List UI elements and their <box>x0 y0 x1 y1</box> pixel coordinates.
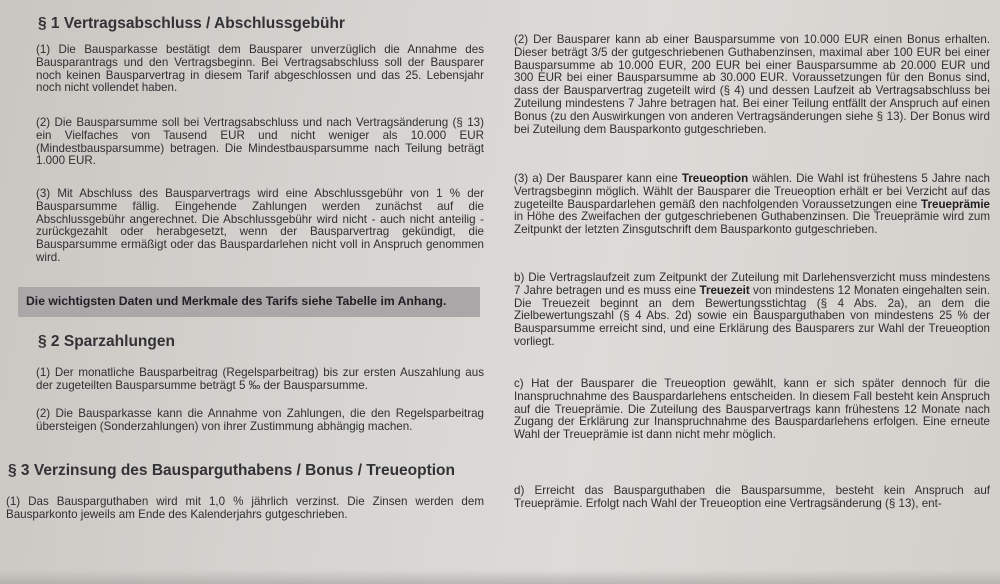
p3a-text-3: in Höhe des Zweifachen der gutgeschriebenen Guthabenzinsen. Die Treueprämie wird zum Zeitpunkt der letzten Zinsgutschrift dem Bausparkonto gutgeschrieben. <box>514 210 990 237</box>
p3a-text-2: wählen. Die Wahl ist frühestens 5 Jahre nach Vertragsbeginn möglich. Wählt der Bausparer die Treueoption erhält er bei Verzicht auf das zugeteilte Bauspardarlehen gemäß den nachfolgenden Voraussetzungen eine <box>514 172 990 211</box>
section-3-paragraph-3b <box>514 272 990 349</box>
treueoption-term: Treueoption <box>681 172 749 185</box>
section-2-paragraph-2: (2) Die Bausparkasse kann die Annahme von Zahlungen, die den Regelsparbeitrag übersteigen (Sonderzahlungen) von ihrer Zustimmung abhängig machen. <box>36 407 484 433</box>
treuezeit-term: Treuezeit <box>699 283 750 297</box>
tariff-table-note-text: Die wichtigsten Daten und Merkmale des Tarifs siehe Tabelle im Anhang. <box>26 294 447 308</box>
page-fold-shadow <box>0 570 1000 584</box>
section-3-title: § 3 Verzinsung des Bausparguthabens / Bonus / Treueoption <box>8 462 455 479</box>
section-1-title: § 1 Vertragsabschluss / Abschlussgebühr <box>38 15 345 32</box>
p3a-text-1: (3) a) Der Bausparer kann eine <box>514 172 682 185</box>
section-2-paragraph-1: (1) Der monatliche Bausparbeitrag (Regelsparbeitrag) bis zur ersten Auszahlung aus der zugeteilten Bausparsumme beträgt 5 ‰ der Bausparsumme. <box>36 366 484 392</box>
section-1-paragraph-2: (2) Die Bausparsumme soll bei Vertragsabschluss und nach Vertragsänderung (§ 13) ein Vielfaches von Tausend EUR und nicht weniger als 10.000 EUR (Mindestbausparsumme) betragen. Die Mindestbausparsumme nach Teilung beträgt 1.000 EUR. <box>36 116 484 168</box>
section-3-paragraph-2: (2) Der Bausparer kann ab einer Bausparsumme von 10.000 EUR einen Bonus erhalten. Dieser beträgt 3/5 der gutgeschriebenen Guthabenzinsen, maximal aber 100 EUR bei einer Bausparsumme ab 10.000 EUR, 200 EUR bei einer Bausparsumme ab 20.000 EUR und 300 EUR bei einer Bausparsumme ab 30.000 EUR. Voraussetzungen für den Bonus sind, dass der Bausparvertrag zugeteilt wird (§ 4) und dessen Laufzeit ab Vertragsabschluss bei Zuteilung mindestens 7 Jahre betragen hat. Bei einer Teilung entfällt der Anspruch auf einen Bonus (zu den Auswirkungen von anderen Vertragsänderungen siehe § 13). Der Bonus wird bei Zuteilung dem Bausparkonto gutgeschrieben. <box>514 33 990 136</box>
section-3-paragraph-3a <box>514 173 990 237</box>
tariff-table-note <box>18 287 480 317</box>
section-3-paragraph-1: (1) Das Bausparguthaben wird mit 1,0 % jährlich verzinst. Die Zinsen werden dem Bausparkonto jeweils am Ende des Kalenderjahrs gutgeschrieben. <box>6 495 484 521</box>
section-1-paragraph-1: (1) Die Bausparkasse bestätigt dem Bausparer unverzüglich die Annahme des Bausparantrags und den Vertragsbeginn. Bei Vertragsabschluss soll der Bausparer noch keinen Bausparvertrag in diesem Tarif abgeschlossen und das 25. Lebensjahr noch nicht vollendet haben. <box>36 43 484 95</box>
pb-text-1: b) Die Vertragslaufzeit zum Zeitpunkt der Zuteilung mit Darlehensverzicht muss mindestens 7 Jahre betragen und es muss eine <box>514 271 990 297</box>
section-2-title: § 2 Sparzahlungen <box>38 333 175 350</box>
section-1-paragraph-3: (3) Mit Abschluss des Bausparvertrags wird eine Abschlussgebühr von 1 % der Bausparsumme fällig. Eingehende Zahlungen werden zunächst auf die Abschlussgebühr angerechnet. Die Abschlussgebühr wird nicht - auch nicht anteilig - zurückgezahlt oder herabgesetzt, wenn der Bausparvertrag gekündigt, die Bausparsumme ermäßigt oder das Bauspardarlehen nicht voll in Anspruch genommen wird. <box>36 187 484 264</box>
pb-text-2: von mindestens 12 Monaten eingehalten sein. Die Treuezeit beginnt an dem Bewertungsstichtag (§ 4 Abs. 2a), an dem die Zielbewertungszahl (§ 4 Abs. 2d) sowie ein Bausparguthaben von mindestens 25 % der Bausparsumme erreicht sind, und eine Erklärung des Bausparers zur Wahl der Treueoption vorliegt. <box>514 283 990 348</box>
treuepraemie-term: Treueprämie <box>921 197 990 211</box>
section-3-paragraph-3d: d) Erreicht das Bausparguthaben die Bausparsumme, besteht kein Anspruch auf Treueprämie. Erfolgt nach Wahl der Treueoption eine Vertragsänderung (§ 13), ent- <box>514 484 990 510</box>
section-3-paragraph-3c: c) Hat der Bausparer die Treueoption gewählt, kann er sich später dennoch für die Inanspruchnahme des Bauspardarlehens entscheiden. In diesem Fall besteht kein Anspruch auf die Treueprämie. Die Zuteilung des Bausparvertrags kann frühestens 12 Monate nach Zugang der Erklärung zur Inanspruchnahme des Bauspardarlehens erfolgen. Eine erneute Wahl der Treueprämie ist dann nicht mehr möglich. <box>514 377 990 442</box>
